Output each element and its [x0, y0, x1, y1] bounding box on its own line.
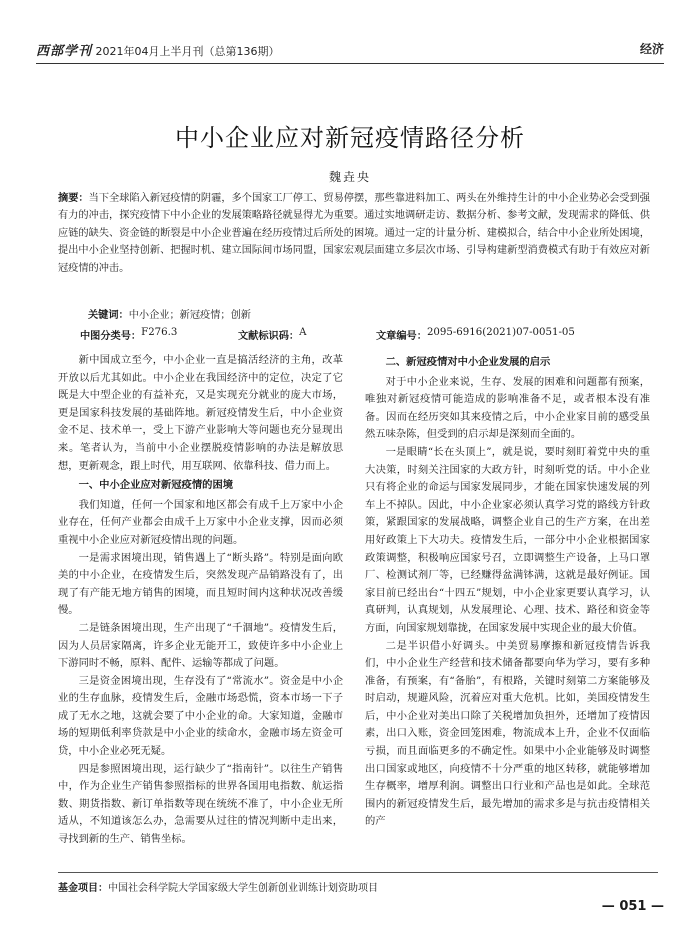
body-paragraph: 一是需求困境出现，销售遇上了“断头路”。特别是面向欧美的中小企业，在疫情发生后，突然发现产品销路没有了，出现了有产能无地方销售的困境，而且短时间内这种状况改善缓慢。 [58, 551, 343, 617]
header-rule [36, 63, 664, 64]
page-number: — 051 — [601, 899, 664, 914]
journal-name: 西部学刊 [36, 44, 93, 59]
article-no-label: 文章编号： [376, 331, 427, 342]
clc-value: F276.3 [141, 327, 178, 338]
body-paragraph: 对于中小企业来说，生存、发展的困难和问题都有预案，唯独对新冠疫情可能造成的影响准备不足，或者根本没有准备。因而在经历突如其来疫情之后，中小企业家目前的感受虽然五味杂陈，但受到的启示却是深刻而全面的。 [365, 375, 650, 441]
doccode-field [238, 327, 307, 342]
abstract-label: 摘要： [58, 193, 89, 204]
section-heading: 二、新冠疫情对中小企业发展的启示 [385, 356, 551, 368]
body-paragraph: 四是参照困境出现，运行缺少了“指南针”。以往生产销售中，作为企业生产销售参照指标的世界各国用电指数、航运指数、期货指数、新订单指数等现在统统不准了，中小企业无所适从，不知道该怎么办，急需要从过往的情况判断中走出来，寻找到新的生产、销售坐标。 [58, 762, 343, 846]
footnote-label: 基金项目： [58, 883, 108, 894]
section-name: 经济 [639, 42, 664, 56]
issue-info: 2021年04月上半月刊（总第136期） [95, 45, 280, 58]
body-paragraph: 我们知道，任何一个国家和地区都会有成千上万家中小企业存在，任何产业都会由成千上万家中小企业支撑，因而必须重视中小企业应对新冠疫情出现的问题。 [58, 498, 343, 546]
article-title: 中小企业应对新冠疫情路径分析 [175, 124, 525, 152]
body-paragraph: 一是眼睛“长在头顶上”，就是说，要时刻盯着党中央的重大决策，时刻关注国家的大政方针，时刻听党的话。中小企业只有将企业的命运与国家发展同步，才能在国家快速发展的列车上不掉队。因此，中小企业家必须认真学习党的路线方针政策，紧跟国家的发展战略，调整企业自己的生产方案，在出差用好政策上下大功夫。疫情发生后，一部分中小企业根据国家政策调整，积极响应国家号召，立即调整生产设备，上马口罩厂、检测试剂厂等，已经赚得盆满钵满，这就是最好例证。国家目前已经出台“十四五”规划，中小企业家更要认真学习，认真研判，认真规划，从发展理论、心理、技术、路径和资金等方面，向国家规划靠拢，在国家发展中实现企业的最大价值。 [365, 445, 650, 634]
author-name: 魏垚央 [328, 170, 371, 184]
doccode-value: A [299, 327, 307, 338]
body-paragraph: 二是链条困境出现，生产出现了“千涸地”。疫情发生后，因为人员居家隔离，许多企业无能开工，致使许多中小企业上下游同时不畅，原料、配件、运输等都成了问题。 [58, 621, 343, 670]
abstract-text: 当下全球陷入新冠疫情的阴霾，多个国家工厂停工、贸易停摆，那些靠进料加工、两头在外维持生计的中小企业势必会受到强有力的冲击，探究疫情下中小企业的发展策略路径就显得尤为重要。通过实地调研走访、数据分析、参考文献，发现需求的降低、供应链的缺失、资金链的断裂是中小企业普遍在经历疫情过后所处的困境。通过一定的计量分析、建模拟合，结合中小企业所处困境，提出中小企业坚持创新、把握时机、建立国际间市场同盟，国家宏观层面建立多层次市场、引导构建新型消费模式有助于有效应对新冠疫情的冲击。 [58, 193, 650, 274]
clc-label: 中图分类号： [80, 331, 142, 342]
keywords [88, 306, 648, 321]
article-no-value: 2095-6916(2021)07-0051-05 [426, 327, 575, 338]
doccode-label: 文献标识码： [238, 331, 300, 342]
body-left-column [58, 352, 343, 849]
body-paragraph: 新中国成立至今，中小企业一直是搞活经济的主角，改革开放以后尤其如此。中小企业在我国经济中的定位，决定了它既是大中型企业的有益补充，又是实现充分就业的庞大市场，更是国家科技发展的基础阵地。新冠疫情发生后，中小企业资金不足、技术单一，受上下游产业影响大等问题也充分显现出来。笔者认为，当前中小企业摆脱疫情影响的办法是解放思想，更新观念，跟上时代，用互联网、依靠科技、借力而上。 [58, 354, 343, 472]
abstract [58, 190, 650, 277]
footnote-text: 中国社会科学院大学国家级大学生创新创业训练计划资助项目 [108, 883, 378, 894]
body-paragraph: 二是半识借小好调头。中美贸易摩擦和新冠疫情告诉我们，中小企业生产经营和技术储备都要向华为学习，要有多种准备，有预案，有“备胎”，有根路，关键时刻第二方案能够及时启动，规避风险，沉着应对重大危机。比如，美国疫情发生后，中小企业对美出口除了关税增加负担外，还增加了疫情因素，出口入账，资金回笼困难，物流成本上升，企业不仅面临亏损，而且面临更多的不确定性。如果中小企业能够及时调整出口国家或地区，向疫情不十分严重的地区转移，就能够增加生存概率，增厚利润。调整出口行业和产品也是如此。全球范围内的新冠疫情发生后，最先增加的需求多是与抗击疫情相关的产 [365, 639, 650, 828]
keywords-text: 中小企业；新冠疫情；创新 [128, 310, 251, 321]
running-header [36, 40, 664, 62]
footnote-rule [58, 872, 658, 873]
keywords-label: 关键词： [88, 310, 129, 321]
article-no-field [376, 327, 575, 342]
article-meta [58, 327, 658, 343]
clc-field [80, 327, 178, 342]
footnote [58, 879, 378, 894]
body-right-column [365, 352, 650, 831]
section-heading: 一、中小企业应对新冠疫情的困境 [78, 479, 234, 492]
body-paragraph: 三是资金困境出现，生存没有了“常流水”。资金是中小企业的生存血脉，疫情发生后，金融市场恐慌，资本市场一下子成了无水之地，这就会要了中小企业的命。大家知道，金融市场的短期低利率贷款是中小企业的续命水，金融市场左资金可贷，中小企业必死无疑。 [58, 674, 343, 758]
